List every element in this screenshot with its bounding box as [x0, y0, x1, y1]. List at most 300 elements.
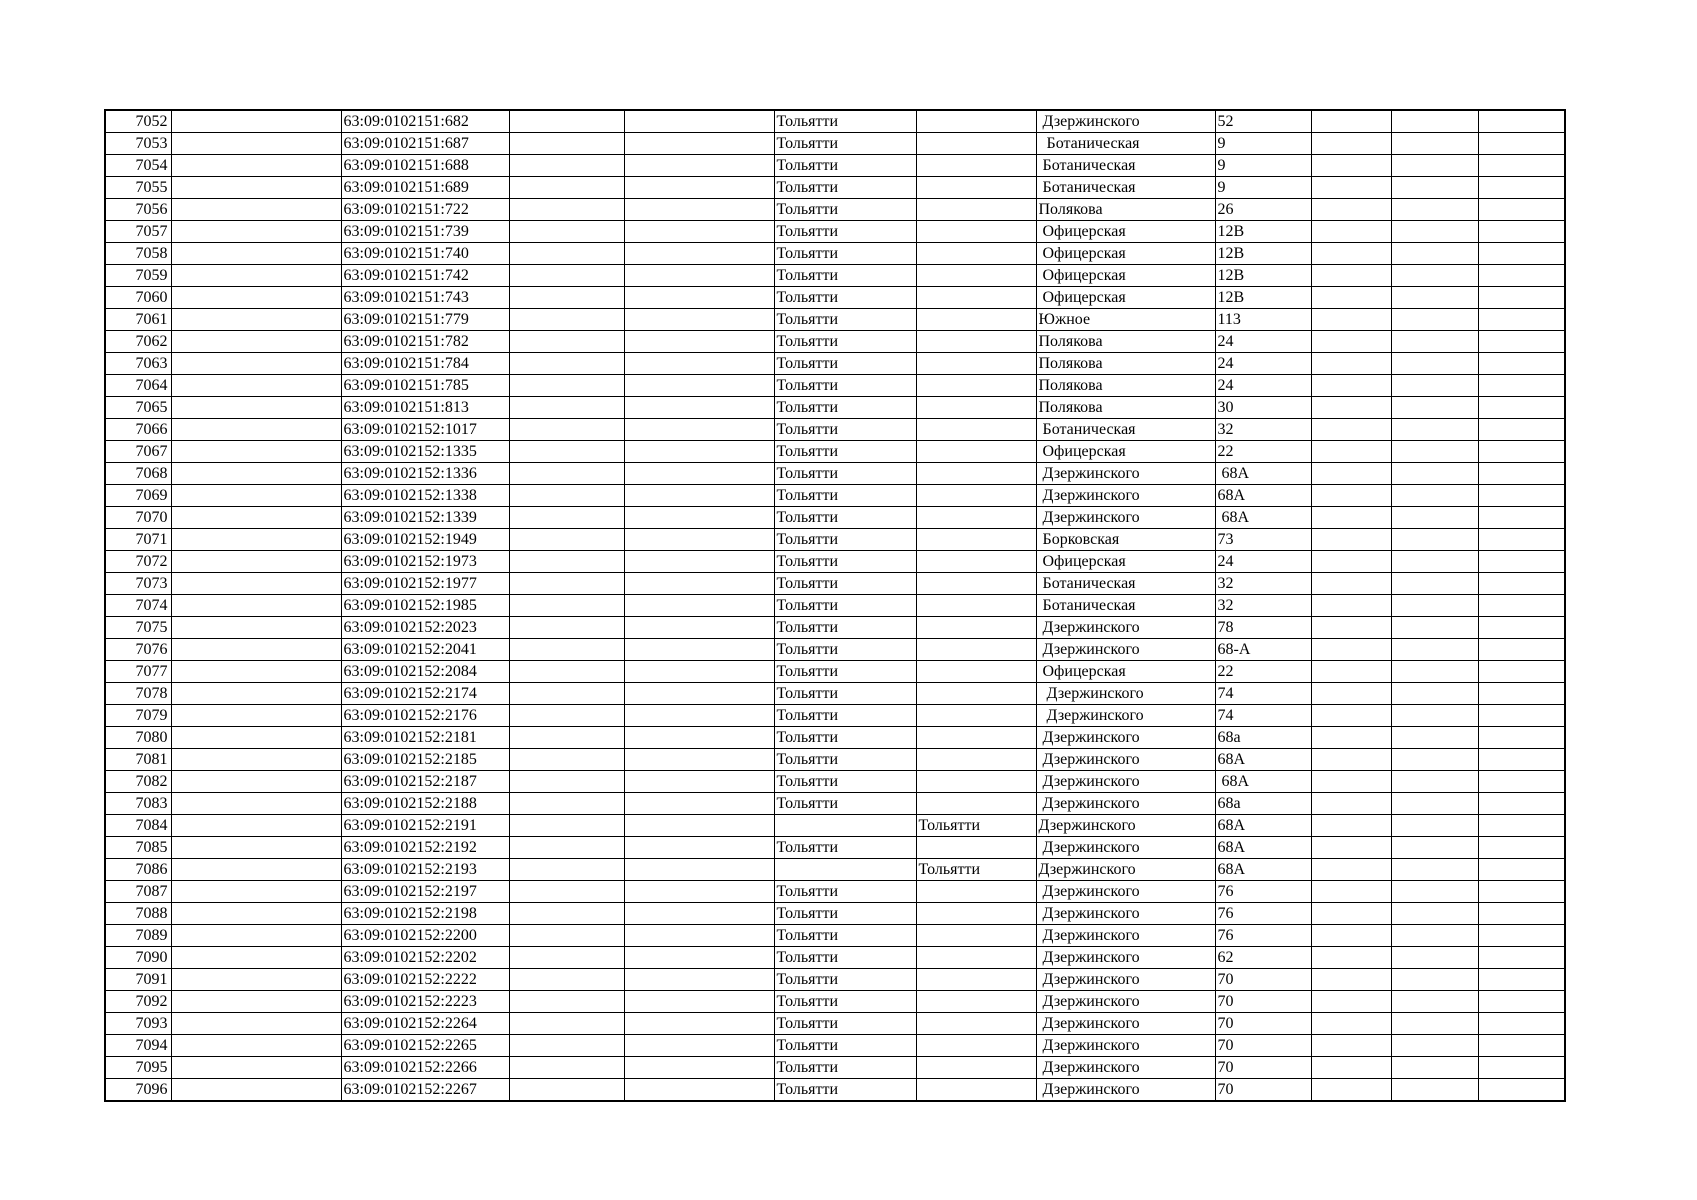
- street-cell: Полякова: [1036, 331, 1215, 353]
- table-row: [105, 1013, 1565, 1035]
- street-cell: Ботаническая: [1036, 177, 1215, 199]
- empty-cell: [1478, 441, 1565, 463]
- empty-cell: [624, 705, 774, 727]
- empty-cell: [171, 331, 341, 353]
- empty-cell: [624, 771, 774, 793]
- cadastral-number-cell: 63:09:0102152:1949: [341, 529, 509, 551]
- house-number-cell: 12В: [1215, 265, 1311, 287]
- row-number-cell: 7056: [105, 199, 171, 221]
- settlement-cell: Тольятти: [916, 815, 1036, 837]
- empty-cell: [1478, 133, 1565, 155]
- empty-cell: [171, 881, 341, 903]
- row-number-cell: 7089: [105, 925, 171, 947]
- table-row: [105, 1057, 1565, 1079]
- empty-cell: [1311, 309, 1391, 331]
- empty-cell: [171, 991, 341, 1013]
- empty-cell: [1311, 419, 1391, 441]
- table-row: [105, 903, 1565, 925]
- cadastral-number-cell: 63:09:0102151:743: [341, 287, 509, 309]
- settlement-cell: [916, 705, 1036, 727]
- empty-cell: [509, 551, 624, 573]
- street-cell: Южное: [1036, 309, 1215, 331]
- city-cell: Тольятти: [774, 507, 916, 529]
- cadastral-number-cell: 63:09:0102152:2200: [341, 925, 509, 947]
- empty-cell: [509, 463, 624, 485]
- empty-cell: [1391, 1035, 1478, 1057]
- empty-cell: [1478, 507, 1565, 529]
- empty-cell: [171, 837, 341, 859]
- house-number-cell: 12В: [1215, 221, 1311, 243]
- empty-cell: [1478, 221, 1565, 243]
- empty-cell: [624, 749, 774, 771]
- empty-cell: [1478, 287, 1565, 309]
- empty-cell: [1391, 595, 1478, 617]
- empty-cell: [1391, 309, 1478, 331]
- house-number-cell: 68А: [1215, 507, 1311, 529]
- cadastral-number-cell: 63:09:0102152:2193: [341, 859, 509, 881]
- empty-cell: [171, 639, 341, 661]
- empty-cell: [1391, 199, 1478, 221]
- settlement-cell: [916, 221, 1036, 243]
- empty-cell: [1311, 155, 1391, 177]
- empty-cell: [509, 595, 624, 617]
- cadastral-number-cell: 63:09:0102151:813: [341, 397, 509, 419]
- city-cell: Тольятти: [774, 551, 916, 573]
- empty-cell: [1391, 947, 1478, 969]
- street-cell: Офицерская: [1036, 551, 1215, 573]
- empty-cell: [509, 243, 624, 265]
- house-number-cell: 24: [1215, 353, 1311, 375]
- house-number-cell: 113: [1215, 309, 1311, 331]
- city-cell: Тольятти: [774, 110, 916, 133]
- city-cell: Тольятти: [774, 793, 916, 815]
- street-cell: Дзержинского: [1036, 463, 1215, 485]
- empty-cell: [1391, 1013, 1478, 1035]
- row-number-cell: 7093: [105, 1013, 171, 1035]
- empty-cell: [1311, 551, 1391, 573]
- empty-cell: [624, 265, 774, 287]
- empty-cell: [509, 441, 624, 463]
- row-number-cell: 7080: [105, 727, 171, 749]
- city-cell: Тольятти: [774, 1013, 916, 1035]
- cadastral-number-cell: 63:09:0102152:2041: [341, 639, 509, 661]
- empty-cell: [171, 705, 341, 727]
- row-number-cell: 7081: [105, 749, 171, 771]
- table-row: [105, 1035, 1565, 1057]
- empty-cell: [509, 199, 624, 221]
- city-cell: Тольятти: [774, 595, 916, 617]
- house-number-cell: 76: [1215, 925, 1311, 947]
- empty-cell: [624, 727, 774, 749]
- empty-cell: [1311, 133, 1391, 155]
- empty-cell: [624, 1079, 774, 1102]
- table-row: [105, 551, 1565, 573]
- empty-cell: [1311, 1013, 1391, 1035]
- empty-cell: [624, 925, 774, 947]
- house-number-cell: 74: [1215, 683, 1311, 705]
- empty-cell: [1311, 177, 1391, 199]
- settlement-cell: [916, 903, 1036, 925]
- house-number-cell: 24: [1215, 375, 1311, 397]
- row-number-cell: 7095: [105, 1057, 171, 1079]
- table-row: [105, 529, 1565, 551]
- empty-cell: [171, 529, 341, 551]
- street-cell: Дзержинского: [1036, 925, 1215, 947]
- empty-cell: [1391, 331, 1478, 353]
- empty-cell: [509, 749, 624, 771]
- street-cell: Дзержинского: [1036, 991, 1215, 1013]
- settlement-cell: [916, 331, 1036, 353]
- house-number-cell: 62: [1215, 947, 1311, 969]
- empty-cell: [509, 287, 624, 309]
- row-number-cell: 7055: [105, 177, 171, 199]
- empty-cell: [624, 617, 774, 639]
- empty-cell: [1478, 551, 1565, 573]
- city-cell: Тольятти: [774, 331, 916, 353]
- city-cell: [774, 815, 916, 837]
- row-number-cell: 7053: [105, 133, 171, 155]
- empty-cell: [509, 177, 624, 199]
- settlement-cell: [916, 595, 1036, 617]
- empty-cell: [171, 793, 341, 815]
- empty-cell: [171, 243, 341, 265]
- row-number-cell: 7064: [105, 375, 171, 397]
- empty-cell: [509, 397, 624, 419]
- empty-cell: [1478, 485, 1565, 507]
- row-number-cell: 7059: [105, 265, 171, 287]
- table-row: [105, 419, 1565, 441]
- empty-cell: [1478, 309, 1565, 331]
- table-row: [105, 793, 1565, 815]
- table-row: [105, 859, 1565, 881]
- empty-cell: [1391, 991, 1478, 1013]
- empty-cell: [1478, 177, 1565, 199]
- empty-cell: [1478, 727, 1565, 749]
- empty-cell: [1311, 110, 1391, 133]
- empty-cell: [1478, 243, 1565, 265]
- empty-cell: [1478, 463, 1565, 485]
- street-cell: Дзержинского: [1036, 1057, 1215, 1079]
- settlement-cell: [916, 353, 1036, 375]
- cadastral-number-cell: 63:09:0102152:2181: [341, 727, 509, 749]
- empty-cell: [1478, 903, 1565, 925]
- empty-cell: [171, 1013, 341, 1035]
- street-cell: Дзержинского: [1036, 507, 1215, 529]
- empty-cell: [1478, 1013, 1565, 1035]
- settlement-cell: [916, 110, 1036, 133]
- empty-cell: [1391, 133, 1478, 155]
- street-cell: Полякова: [1036, 199, 1215, 221]
- empty-cell: [171, 507, 341, 529]
- empty-cell: [171, 155, 341, 177]
- empty-cell: [509, 353, 624, 375]
- empty-cell: [1311, 331, 1391, 353]
- empty-cell: [171, 771, 341, 793]
- row-number-cell: 7073: [105, 573, 171, 595]
- empty-cell: [1478, 110, 1565, 133]
- city-cell: Тольятти: [774, 639, 916, 661]
- street-cell: Борковская: [1036, 529, 1215, 551]
- table-row: [105, 309, 1565, 331]
- empty-cell: [624, 463, 774, 485]
- empty-cell: [1311, 661, 1391, 683]
- street-cell: Дзержинского: [1036, 749, 1215, 771]
- table-row: [105, 749, 1565, 771]
- cadastral-number-cell: 63:09:0102151:722: [341, 199, 509, 221]
- empty-cell: [509, 903, 624, 925]
- house-number-cell: 24: [1215, 331, 1311, 353]
- empty-cell: [624, 221, 774, 243]
- empty-cell: [1391, 485, 1478, 507]
- empty-cell: [1478, 155, 1565, 177]
- empty-cell: [1391, 243, 1478, 265]
- empty-cell: [1311, 265, 1391, 287]
- empty-cell: [1391, 815, 1478, 837]
- settlement-cell: [916, 529, 1036, 551]
- street-cell: Офицерская: [1036, 661, 1215, 683]
- cadastral-number-cell: 63:09:0102151:742: [341, 265, 509, 287]
- empty-cell: [1311, 199, 1391, 221]
- empty-cell: [624, 969, 774, 991]
- empty-cell: [1478, 925, 1565, 947]
- empty-cell: [624, 155, 774, 177]
- table-row: [105, 837, 1565, 859]
- empty-cell: [509, 991, 624, 1013]
- settlement-cell: [916, 551, 1036, 573]
- cadastral-number-cell: 63:09:0102152:2188: [341, 793, 509, 815]
- empty-cell: [1311, 749, 1391, 771]
- cadastral-number-cell: 63:09:0102152:2084: [341, 661, 509, 683]
- empty-cell: [624, 661, 774, 683]
- table-row: [105, 991, 1565, 1013]
- row-number-cell: 7061: [105, 309, 171, 331]
- street-cell: Дзержинского: [1036, 1013, 1215, 1035]
- empty-cell: [509, 793, 624, 815]
- settlement-cell: [916, 947, 1036, 969]
- empty-cell: [1311, 903, 1391, 925]
- empty-cell: [1391, 397, 1478, 419]
- empty-cell: [171, 859, 341, 881]
- settlement-cell: [916, 1057, 1036, 1079]
- city-cell: Тольятти: [774, 1035, 916, 1057]
- empty-cell: [1311, 353, 1391, 375]
- table-row: [105, 683, 1565, 705]
- settlement-cell: [916, 243, 1036, 265]
- settlement-cell: [916, 683, 1036, 705]
- house-number-cell: 76: [1215, 881, 1311, 903]
- empty-cell: [171, 287, 341, 309]
- empty-cell: [509, 221, 624, 243]
- empty-cell: [624, 485, 774, 507]
- settlement-cell: [916, 1013, 1036, 1035]
- street-cell: Ботаническая: [1036, 419, 1215, 441]
- row-number-cell: 7075: [105, 617, 171, 639]
- empty-cell: [624, 639, 774, 661]
- house-number-cell: 9: [1215, 133, 1311, 155]
- city-cell: Тольятти: [774, 925, 916, 947]
- empty-cell: [1478, 595, 1565, 617]
- empty-cell: [1311, 243, 1391, 265]
- settlement-cell: [916, 485, 1036, 507]
- empty-cell: [1478, 639, 1565, 661]
- row-number-cell: 7094: [105, 1035, 171, 1057]
- empty-cell: [1391, 375, 1478, 397]
- settlement-cell: [916, 617, 1036, 639]
- settlement-cell: [916, 881, 1036, 903]
- empty-cell: [624, 793, 774, 815]
- settlement-cell: [916, 573, 1036, 595]
- cadastral-number-cell: 63:09:0102152:1335: [341, 441, 509, 463]
- empty-cell: [624, 529, 774, 551]
- cadastral-number-cell: 63:09:0102152:2265: [341, 1035, 509, 1057]
- empty-cell: [1311, 507, 1391, 529]
- empty-cell: [509, 617, 624, 639]
- house-number-cell: 74: [1215, 705, 1311, 727]
- street-cell: Полякова: [1036, 397, 1215, 419]
- empty-cell: [1311, 859, 1391, 881]
- city-cell: Тольятти: [774, 133, 916, 155]
- empty-cell: [171, 419, 341, 441]
- row-number-cell: 7071: [105, 529, 171, 551]
- empty-cell: [624, 815, 774, 837]
- empty-cell: [171, 683, 341, 705]
- empty-cell: [1478, 969, 1565, 991]
- empty-cell: [171, 110, 341, 133]
- empty-cell: [1311, 925, 1391, 947]
- city-cell: Тольятти: [774, 287, 916, 309]
- city-cell: Тольятти: [774, 419, 916, 441]
- empty-cell: [171, 221, 341, 243]
- street-cell: Полякова: [1036, 353, 1215, 375]
- table-row: [105, 485, 1565, 507]
- street-cell: Дзержинского: [1036, 903, 1215, 925]
- empty-cell: [1391, 727, 1478, 749]
- row-number-cell: 7077: [105, 661, 171, 683]
- house-number-cell: 26: [1215, 199, 1311, 221]
- table-row: [105, 661, 1565, 683]
- empty-cell: [1311, 881, 1391, 903]
- cadastral-number-cell: 63:09:0102151:784: [341, 353, 509, 375]
- row-number-cell: 7084: [105, 815, 171, 837]
- empty-cell: [624, 551, 774, 573]
- empty-cell: [1391, 441, 1478, 463]
- house-number-cell: 22: [1215, 441, 1311, 463]
- empty-cell: [171, 749, 341, 771]
- empty-cell: [624, 199, 774, 221]
- empty-cell: [1311, 573, 1391, 595]
- empty-cell: [1311, 617, 1391, 639]
- city-cell: Тольятти: [774, 573, 916, 595]
- empty-cell: [509, 859, 624, 881]
- table-row: [105, 199, 1565, 221]
- empty-cell: [624, 397, 774, 419]
- empty-cell: [509, 110, 624, 133]
- table-row: [105, 221, 1565, 243]
- street-cell: Дзержинского: [1036, 947, 1215, 969]
- empty-cell: [624, 1013, 774, 1035]
- empty-cell: [1478, 353, 1565, 375]
- empty-cell: [1478, 397, 1565, 419]
- settlement-cell: [916, 199, 1036, 221]
- settlement-cell: [916, 661, 1036, 683]
- empty-cell: [1478, 947, 1565, 969]
- cadastral-number-cell: 63:09:0102151:689: [341, 177, 509, 199]
- empty-cell: [1391, 573, 1478, 595]
- empty-cell: [624, 419, 774, 441]
- city-cell: Тольятти: [774, 617, 916, 639]
- row-number-cell: 7065: [105, 397, 171, 419]
- row-number-cell: 7070: [105, 507, 171, 529]
- cadastral-number-cell: 63:09:0102151:785: [341, 375, 509, 397]
- city-cell: Тольятти: [774, 771, 916, 793]
- street-cell: Дзержинского: [1036, 1035, 1215, 1057]
- empty-cell: [509, 309, 624, 331]
- empty-cell: [624, 947, 774, 969]
- street-cell: Дзержинского: [1036, 485, 1215, 507]
- settlement-cell: [916, 793, 1036, 815]
- settlement-cell: [916, 419, 1036, 441]
- empty-cell: [509, 265, 624, 287]
- city-cell: Тольятти: [774, 837, 916, 859]
- empty-cell: [1391, 155, 1478, 177]
- city-cell: Тольятти: [774, 397, 916, 419]
- empty-cell: [509, 419, 624, 441]
- street-cell: Ботаническая: [1036, 573, 1215, 595]
- empty-cell: [171, 1079, 341, 1102]
- row-number-cell: 7062: [105, 331, 171, 353]
- table-row: [105, 375, 1565, 397]
- cadastral-number-cell: 63:09:0102152:1977: [341, 573, 509, 595]
- cadastral-number-cell: 63:09:0102151:687: [341, 133, 509, 155]
- settlement-cell: [916, 441, 1036, 463]
- city-cell: Тольятти: [774, 683, 916, 705]
- empty-cell: [1391, 749, 1478, 771]
- street-cell: Дзержинского: [1036, 683, 1215, 705]
- settlement-cell: [916, 177, 1036, 199]
- table-row: [105, 265, 1565, 287]
- table-row: [105, 353, 1565, 375]
- empty-cell: [624, 331, 774, 353]
- table-row: [105, 969, 1565, 991]
- empty-cell: [624, 353, 774, 375]
- house-number-cell: 68А: [1215, 485, 1311, 507]
- empty-cell: [624, 595, 774, 617]
- empty-cell: [509, 485, 624, 507]
- house-number-cell: 52: [1215, 110, 1311, 133]
- empty-cell: [171, 177, 341, 199]
- table-row: [105, 243, 1565, 265]
- cadastral-number-cell: 63:09:0102152:1017: [341, 419, 509, 441]
- empty-cell: [1478, 1035, 1565, 1057]
- house-number-cell: 73: [1215, 529, 1311, 551]
- row-number-cell: 7090: [105, 947, 171, 969]
- cadastral-number-cell: 63:09:0102151:779: [341, 309, 509, 331]
- row-number-cell: 7096: [105, 1079, 171, 1102]
- street-cell: Ботаническая: [1036, 155, 1215, 177]
- table-row: [105, 110, 1565, 133]
- settlement-cell: [916, 1035, 1036, 1057]
- cadastral-number-cell: 63:09:0102152:2222: [341, 969, 509, 991]
- row-number-cell: 7057: [105, 221, 171, 243]
- empty-cell: [1478, 881, 1565, 903]
- city-cell: Тольятти: [774, 485, 916, 507]
- city-cell: Тольятти: [774, 705, 916, 727]
- cadastral-number-cell: 63:09:0102151:740: [341, 243, 509, 265]
- empty-cell: [624, 991, 774, 1013]
- house-number-cell: 9: [1215, 177, 1311, 199]
- table-row: [105, 463, 1565, 485]
- cadastral-number-cell: 63:09:0102152:1973: [341, 551, 509, 573]
